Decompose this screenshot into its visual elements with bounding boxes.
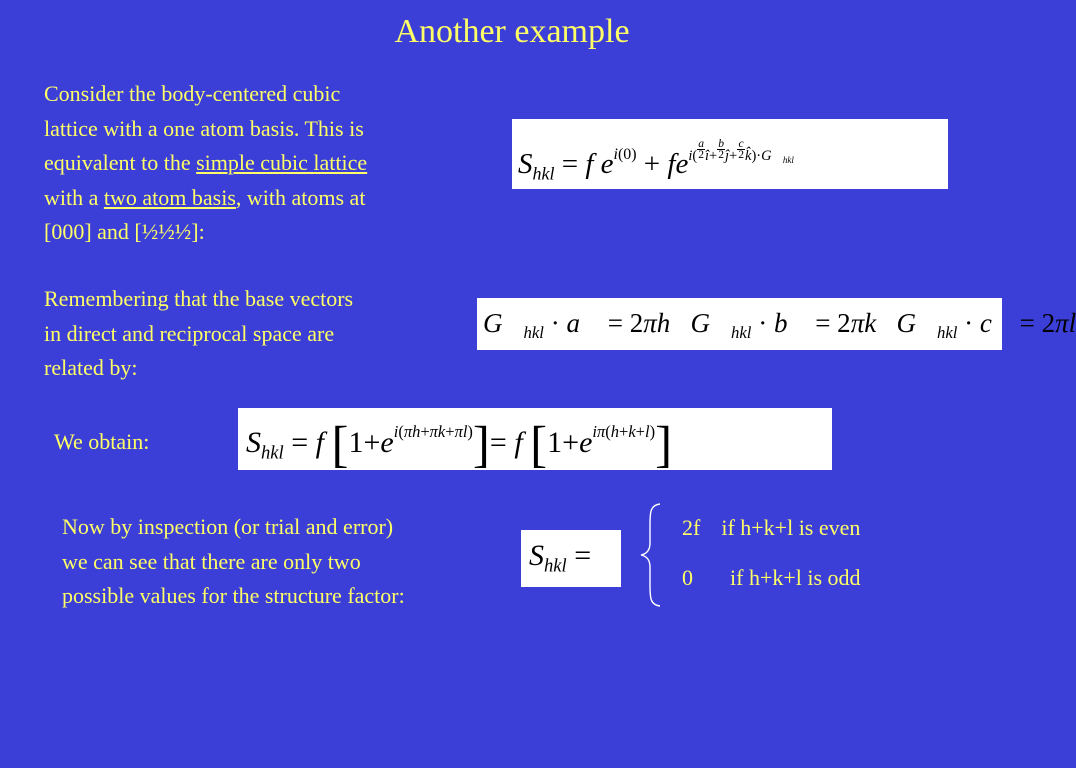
case-odd-condition: if h+k+l is odd	[730, 565, 861, 590]
inspection-line: possible values for the structure factor:	[62, 583, 405, 608]
reciprocal-relations-equation: $G⃗_{hkl}$ · a⃗ = 2πh $G⃗_{hkl}$ · b⃗ = 2πk $G⃗_{hkl}$ · c⃗ = 2πl	[477, 298, 1002, 350]
obtain-label: We obtain:	[54, 429, 150, 454]
intro-paragraph	[44, 77, 367, 250]
intro-text: , with atoms at	[235, 184, 366, 210]
remember-paragraph	[44, 282, 353, 386]
remember-line: in direct and reciprocal space are	[44, 320, 335, 346]
two-atom-basis-link[interactable]: two atom basis	[103, 184, 236, 210]
intro-line: [000] and [½½½]:	[44, 219, 205, 244]
case-even-value: 2f	[682, 515, 701, 540]
case-odd-value: 0	[682, 565, 693, 590]
shkl-equals-box: $S_{hkl}$ =	[521, 530, 621, 587]
curly-brace-icon	[640, 503, 662, 607]
intro-line	[44, 146, 367, 181]
structure-factor-equation: $S_{hkl} = f$ $e^{i(0)} + fe^{i( \frac{a}{2} î+ \frac{b}{2} ĵ+ \frac{c}{2} k̂)\cdot G⃗_{hkl}}$	[512, 119, 948, 189]
slide-title: Another example	[394, 13, 630, 50]
obtained-structure-factor-equation: $S_{hkl} = f$ $[1+e^{i(\pi h+\pi k+\pi l)}]= f$ $[1+e^{i\pi(h+k+l)}]$	[238, 408, 832, 470]
remember-line: Remembering that the base vectors	[44, 286, 354, 311]
inspection-paragraph	[62, 510, 405, 614]
case-even-condition: if h+k+l is even	[721, 515, 861, 540]
intro-line: Consider the body-centered cubic	[44, 81, 341, 106]
intro-line	[44, 181, 367, 216]
case-odd	[682, 565, 861, 591]
intro-text: equivalent to the	[44, 150, 197, 175]
inspection-line: we can see that there are only two	[62, 548, 361, 574]
intro-text: with a	[44, 184, 104, 210]
case-even	[682, 515, 860, 541]
intro-line: lattice with a one atom basis. This is	[44, 115, 364, 141]
remember-line: related by:	[44, 355, 138, 380]
simple-cubic-lattice-link[interactable]: simple cubic lattice	[196, 150, 368, 175]
inspection-line: Now by inspection (or trial and error)	[62, 514, 394, 539]
